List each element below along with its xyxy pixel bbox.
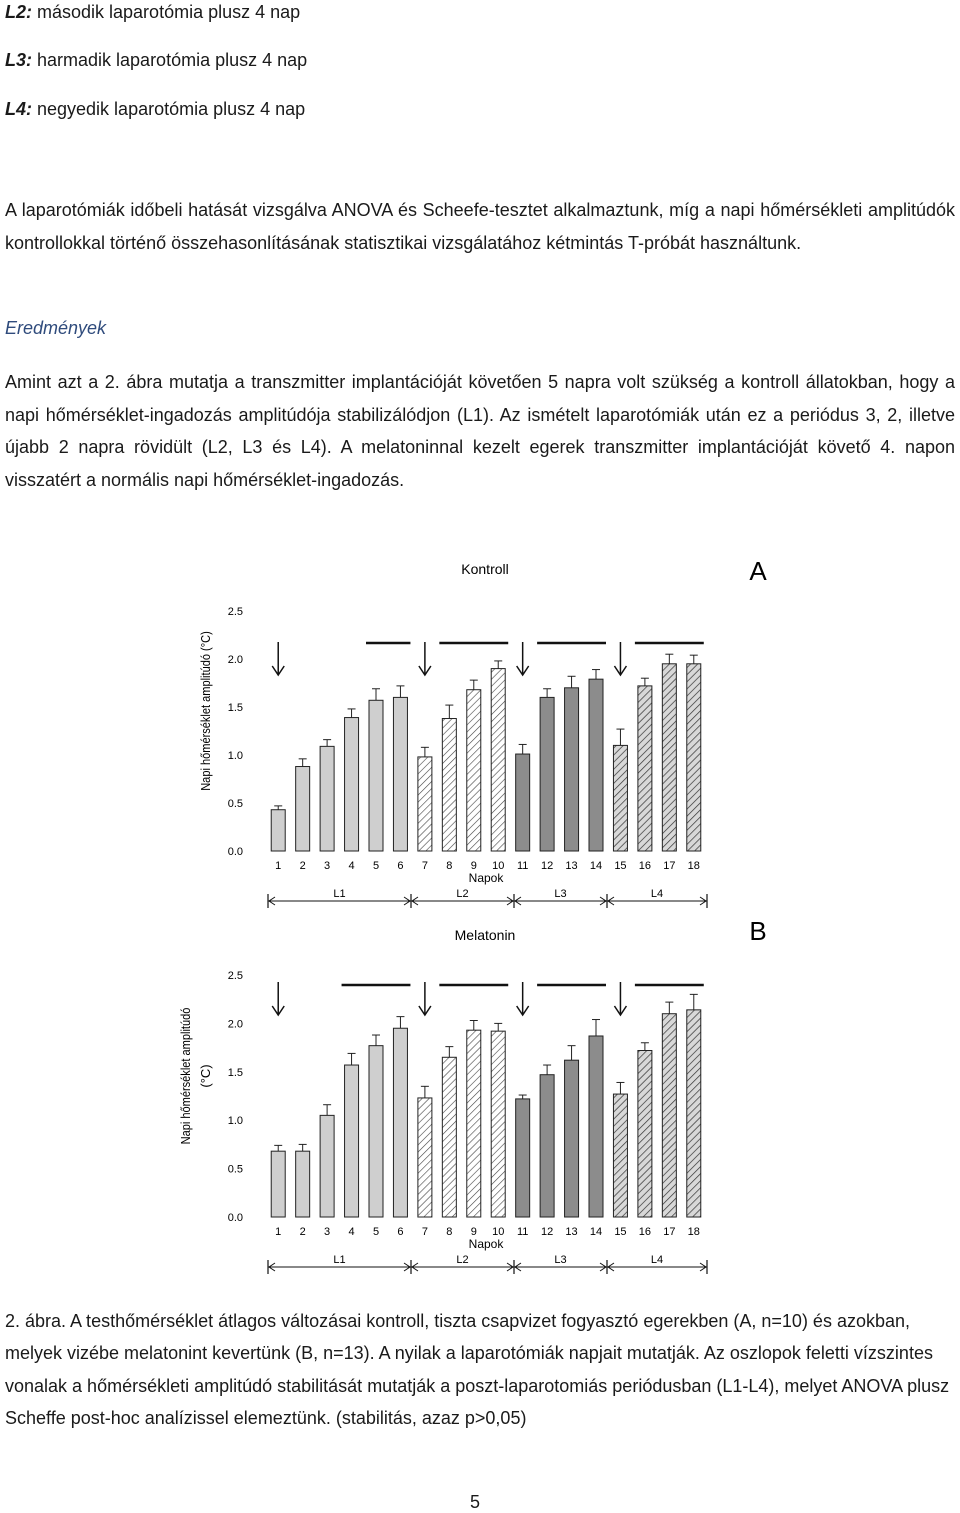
x-tick-label: 10	[492, 1226, 505, 1238]
bar-day-9	[467, 690, 481, 851]
laparotomy-arrow	[614, 642, 626, 675]
y-tick-label: 1.5	[227, 702, 243, 714]
x-tick-label: 4	[348, 1226, 355, 1238]
legend-label: L2:	[5, 2, 32, 22]
x-tick-label: 9	[470, 1226, 477, 1238]
bar-day-1	[271, 1151, 285, 1217]
x-tick-label: 15	[614, 860, 627, 872]
x-tick-label: 16	[638, 860, 652, 872]
bar-day-3	[320, 1115, 334, 1217]
period-label: L2	[456, 1254, 469, 1266]
x-tick-label: 9	[470, 860, 477, 872]
laparotomy-arrow	[614, 982, 626, 1015]
x-tick-label: 14	[589, 1226, 603, 1238]
legend-line-l4	[5, 99, 305, 120]
x-tick-label: 17	[663, 1226, 676, 1238]
chart-melatonin	[0, 912, 960, 1280]
bar-day-9	[467, 1030, 481, 1217]
bar-day-18	[687, 664, 701, 851]
y-tick-label: 1.0	[227, 750, 243, 762]
y-tick-label: 2.0	[227, 654, 243, 666]
x-tick-label: 10	[492, 860, 505, 872]
bar-day-15	[613, 1094, 627, 1217]
y-axis-label: Napi hőmérséklet amplitúdó	[178, 1007, 194, 1145]
period-label: L4	[650, 888, 664, 900]
x-tick-label: 7	[421, 1226, 428, 1238]
bar-day-17	[662, 664, 676, 851]
x-axis-label: Napok	[468, 871, 504, 885]
x-tick-label: 3	[324, 1226, 331, 1238]
y-tick-label: 2.5	[227, 970, 243, 982]
laparotomy-arrow	[517, 642, 529, 675]
legend-label: L4:	[5, 99, 32, 119]
bar-day-11	[516, 754, 530, 851]
x-tick-label: 11	[516, 1226, 529, 1238]
x-tick-label: 18	[687, 1226, 700, 1238]
bar-day-16	[638, 686, 652, 851]
x-tick-label: 12	[540, 1226, 554, 1238]
y-tick-label: 2.5	[227, 606, 243, 618]
chart-title: Kontroll	[461, 561, 509, 577]
bar-day-1	[271, 810, 285, 851]
x-tick-label: 6	[397, 860, 404, 872]
x-tick-label: 11	[516, 860, 529, 872]
bar-day-7	[418, 757, 432, 851]
bar-day-16	[638, 1051, 652, 1217]
laparotomy-arrow	[272, 982, 284, 1015]
bar-day-10	[491, 669, 505, 851]
bar-day-8	[442, 719, 456, 851]
bar-day-17	[662, 1014, 676, 1217]
bar-day-6	[393, 697, 407, 851]
bar-day-5	[369, 1046, 383, 1217]
bar-day-3	[320, 746, 334, 851]
page-number: 5	[470, 1492, 481, 1512]
results-paragraph: Amint azt a 2. ábra mutatja a transzmitter implantációját követően 5 napra volt szükség a kontroll állatokban, hogy a napi hőmérséklet-ingadozás amplitúdója stabilizálódjon (L1). Az ismételt laparotómiák után ez a periódus 3, 2, illetve újabb 2 napra rövidült (L2, L3 és L4). A melatoninnal kezelt egerek transzmitter implantációját követő 4. napon visszatért a normális napi hőmérséklet-ingadozás.	[5, 372, 955, 490]
x-tick-label: 5	[372, 1226, 380, 1238]
bar-day-13	[565, 1060, 579, 1217]
chart-kontroll	[0, 548, 960, 913]
x-tick-label: 17	[663, 860, 676, 872]
x-tick-label: 16	[638, 1226, 652, 1238]
x-tick-label: 1	[275, 1226, 282, 1238]
period-label: L1	[333, 1254, 346, 1266]
laparotomy-arrow	[272, 642, 284, 675]
period-label: L1	[333, 888, 346, 900]
x-tick-label: 4	[348, 860, 355, 872]
y-tick-label: 0.5	[227, 1163, 243, 1176]
panel-letter: B	[749, 916, 767, 946]
bar-day-4	[345, 1065, 359, 1217]
x-tick-label: 7	[421, 860, 428, 872]
chart-title: Melatonin	[454, 927, 516, 943]
y-tick-label: 2.0	[227, 1018, 243, 1031]
bar-day-11	[516, 1099, 530, 1217]
y-axis-label: Napi hőmérséklet amplitúdó (°C)	[198, 631, 214, 791]
laparotomy-arrow	[419, 982, 431, 1015]
panel-letter: A	[749, 556, 767, 586]
x-tick-label: 5	[372, 860, 380, 872]
bar-day-14	[589, 1036, 603, 1217]
bar-day-5	[369, 700, 383, 851]
bar-day-6	[393, 1028, 407, 1217]
legend-text: második laparotómia plusz 4 nap	[32, 2, 301, 22]
x-tick-label: 15	[614, 1226, 627, 1238]
x-tick-label: 14	[589, 860, 603, 872]
bar-day-4	[345, 718, 359, 851]
x-tick-label: 8	[446, 860, 453, 872]
period-label: L2	[456, 888, 469, 900]
y-axis-label-unit: (°C)	[198, 1064, 213, 1088]
laparotomy-arrow	[419, 642, 431, 675]
bar-day-12	[540, 1075, 554, 1217]
x-tick-label: 2	[299, 860, 306, 872]
legend-line-l2	[5, 2, 300, 23]
bar-day-18	[687, 1010, 701, 1217]
figure-caption: 2. ábra. A testhőmérséklet átlagos változásai kontroll, tiszta csapvizet fogyasztó egerekben (A, n=10) és azokban, melyek vizébe melatonint kevertünk (B, n=13). A nyilak a laparotómiák napjait mutatják. Az oszlopok feletti vízszintes vonalak a hőmérsékleti amplitúdó stabilitását mutatják a poszt-laparotomiás periódusban (L1-L4), melyet ANOVA plusz Scheffe post-hoc analízissel elemeztünk. (stabilitás, azaz p>0,05)	[5, 1311, 950, 1429]
section-heading: Eredmények	[5, 318, 107, 338]
x-axis-label: Napok	[468, 1237, 504, 1251]
x-tick-label: 3	[324, 860, 331, 872]
bar-day-2	[296, 1151, 310, 1217]
bar-day-12	[540, 697, 554, 851]
period-label: L4	[650, 1254, 664, 1266]
legend-text: harmadik laparotómia plusz 4 nap	[32, 50, 308, 70]
bar-day-14	[589, 679, 603, 851]
period-label: L3	[554, 1254, 567, 1266]
x-tick-label: 13	[565, 1226, 578, 1238]
y-tick-label: 0.0	[227, 846, 243, 858]
x-tick-label: 18	[687, 860, 700, 872]
bar-day-15	[613, 745, 627, 851]
laparotomy-arrow	[517, 982, 529, 1015]
x-tick-label: 12	[540, 860, 554, 872]
bar-day-13	[565, 688, 579, 851]
legend-text: negyedik laparotómia plusz 4 nap	[32, 99, 306, 119]
legend-line-l3	[5, 50, 307, 71]
x-tick-label: 1	[275, 860, 282, 872]
x-tick-label: 8	[446, 1226, 453, 1238]
bar-day-8	[442, 1057, 456, 1217]
bar-day-10	[491, 1031, 505, 1217]
bar-day-7	[418, 1098, 432, 1217]
y-tick-label: 1.5	[227, 1066, 243, 1079]
y-tick-label: 1.0	[227, 1115, 243, 1128]
period-label: L3	[554, 888, 567, 900]
methods-paragraph: A laparotómiák időbeli hatását vizsgálva ANOVA és Scheefe-tesztet alkalmaztunk, míg a napi hőmérsékleti amplitúdók kontrollokkal történő összehasonlításának statisztikai vizsgálatához kétmintás T-próbát használtunk.	[5, 200, 955, 253]
y-tick-label: 0.5	[227, 798, 243, 810]
y-tick-label: 0.0	[227, 1212, 243, 1224]
x-tick-label: 2	[299, 1226, 306, 1238]
x-tick-label: 13	[565, 860, 578, 872]
bar-day-2	[296, 767, 310, 851]
x-tick-label: 6	[397, 1226, 404, 1238]
legend-label: L3:	[5, 50, 32, 70]
